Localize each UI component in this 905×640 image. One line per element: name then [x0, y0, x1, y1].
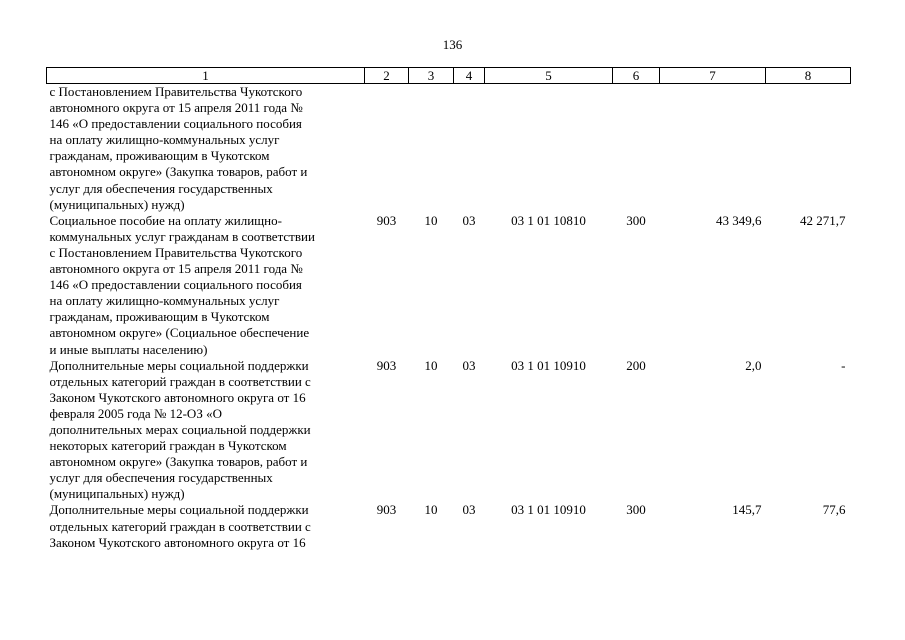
expense-type-code — [613, 84, 660, 213]
expense-type-code: 300 — [626, 212, 646, 228]
column-header: 6 — [613, 68, 660, 84]
column-header: 3 — [409, 68, 454, 84]
subsection-code: 03 — [462, 212, 476, 228]
ministry-code: 903 — [376, 212, 397, 228]
column-header: 5 — [485, 68, 613, 84]
table-header-row — [47, 68, 851, 84]
target-article-code: 03 1 01 10910 — [511, 502, 586, 518]
column-header: 4 — [454, 68, 485, 84]
ministry-code — [365, 84, 409, 213]
section-code: 10 — [424, 357, 438, 373]
section-code: 10 — [424, 212, 438, 228]
section-code: 10 — [424, 502, 438, 518]
target-article-code: 03 1 01 10910 — [511, 357, 586, 373]
table-row — [47, 84, 851, 213]
amount-column-7 — [660, 84, 766, 213]
column-header: 1 — [47, 68, 365, 84]
amount-column-8 — [766, 84, 851, 213]
table-row — [47, 502, 851, 550]
ministry-code: 903 — [376, 357, 397, 373]
amount-column-7: 2,0 — [745, 357, 762, 373]
subsection-code: 03 — [462, 502, 476, 518]
table-row — [47, 213, 851, 358]
section-code — [409, 84, 454, 213]
column-header: 8 — [766, 68, 851, 84]
table-row — [47, 358, 851, 503]
target-article-code: 03 1 01 10810 — [511, 212, 586, 228]
amount-column-8: - — [841, 357, 846, 373]
budget-table — [46, 67, 851, 551]
column-header: 7 — [660, 68, 766, 84]
amount-column-7: 43 349,6 — [716, 212, 762, 228]
column-header: 2 — [365, 68, 409, 84]
ministry-code: 903 — [376, 502, 397, 518]
page-number: 136 — [442, 37, 463, 52]
amount-column-8: 42 271,7 — [800, 212, 846, 228]
expense-type-code: 200 — [626, 357, 646, 373]
amount-column-8: 77,6 — [822, 502, 846, 518]
row-description: Дополнительные меры социальной поддержки отдельных категорий граждан в соответствии с Законом Чукотского автономного округа от 16 февраля 2005 года № 12-ОЗ «О дополнительных мерах социальной поддержки некоторых категорий граждан в Чукотском автономном округе» (Закупка товаров, работ и услуг для обеспечения государственных (муниципальных) нужд) — [49, 357, 311, 502]
row-description: с Постановлением Правительства Чукотского автономного округа от 15 апреля 2011 года № 146 «О предоставлении социального пособия на оплату жилищно-коммунальных услуг гражданам, проживающим в Чукотском автономном округе» (Закупка товаров, работ и услуг для обеспечения государственных (муниципальных) нужд) — [49, 84, 308, 212]
target-article-code — [485, 84, 613, 213]
subsection-code — [454, 84, 485, 213]
row-description: Дополнительные меры социальной поддержки отдельных категорий граждан в соответствии с Законом Чукотского автономного округа от 16 — [49, 502, 311, 550]
amount-column-7: 145,7 — [732, 502, 762, 518]
expense-type-code: 300 — [626, 502, 646, 518]
row-description: Социальное пособие на оплату жилищно- коммунальных услуг гражданам в соответствии с Постановлением Правительства Чукотского автономного округа от 15 апреля 2011 года № 146 «О предоставлении социального пособия на оплату жилищно-коммунальных услуг гражданам, проживающим в Чукотском автономном округе» (Социальное обеспечение и иные выплаты населению) — [49, 212, 315, 357]
subsection-code: 03 — [462, 357, 476, 373]
